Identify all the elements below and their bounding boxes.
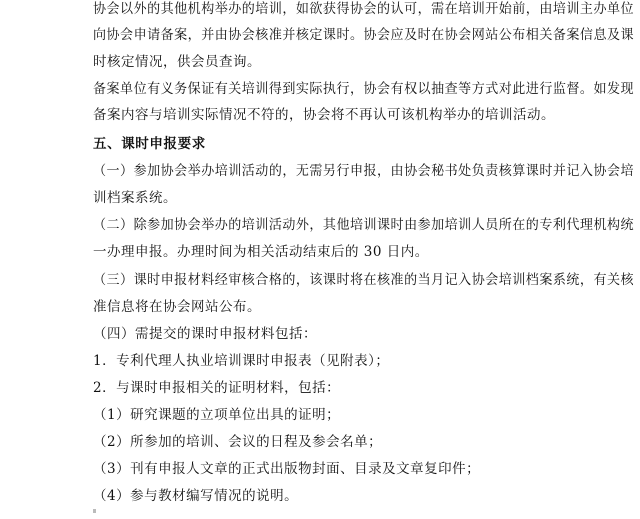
- paragraph-line-10: 一办理申报。办理时间为相关活动结束后的 30 日内。: [93, 244, 429, 260]
- list-item-1: 1．专利代理人执业培训课时申报表（见附表）；: [93, 353, 390, 369]
- paragraph-line-9: （二）除参加协会举办的培训活动外，其他培训课时由参加培训人员所在的专利代理机构统: [93, 217, 635, 233]
- scan-speck: [93, 509, 96, 513]
- paragraph-line-3: 时核定情况，供会员查询。: [93, 54, 261, 70]
- list-item-2: 2．与课时申报相关的证明材料，包括：: [93, 380, 341, 396]
- paragraph-line-12: 准信息将在协会网站公布。: [93, 299, 261, 315]
- paragraph-line-13: （四）需提交的课时申报材料包括：: [93, 326, 317, 342]
- paragraph-line-11: （三）课时申报材料经审核合格的，该课时将在核准的当月记入协会培训档案系统，有关核: [93, 272, 635, 288]
- paragraph-line-5: 备案内容与培训实际情况不符的，协会将不再认可该机构举办的培训活动。: [93, 107, 555, 123]
- sub-list-item-3: （3）刊有申报人文章的正式出版物封面、目录及文章复印件；: [93, 461, 481, 477]
- sub-list-item-2: （2）所参加的培训、会议的日程及参会名单；: [93, 434, 383, 450]
- paragraph-line-4: 备案单位有义务保证有关培训得到实际执行，协会有权以抽查等方式对此进行监督。如发现: [93, 81, 635, 97]
- sub-list-item-1: （1）研究课题的立项单位出具的证明；: [93, 407, 341, 423]
- section-heading: 五、课时申报要求: [93, 136, 206, 152]
- paragraph-line-2: 向协会申请备案，并由协会核准并核定课时。协会应及时在协会网站公布相关备案信息及课: [93, 27, 635, 43]
- paragraph-line-8: 训档案系统。: [93, 190, 177, 206]
- paragraph-line-1: 协会以外的其他机构举办的培训，如欲获得协会的认可，需在培训开始前，由培训主办单位: [93, 1, 635, 17]
- sub-list-item-4: （4）参与教材编写情况的说明。: [93, 488, 299, 504]
- paragraph-line-7: （一）参加协会举办培训活动的，无需另行申报，由协会秘书处负责核算课时并记入协会培: [93, 163, 635, 179]
